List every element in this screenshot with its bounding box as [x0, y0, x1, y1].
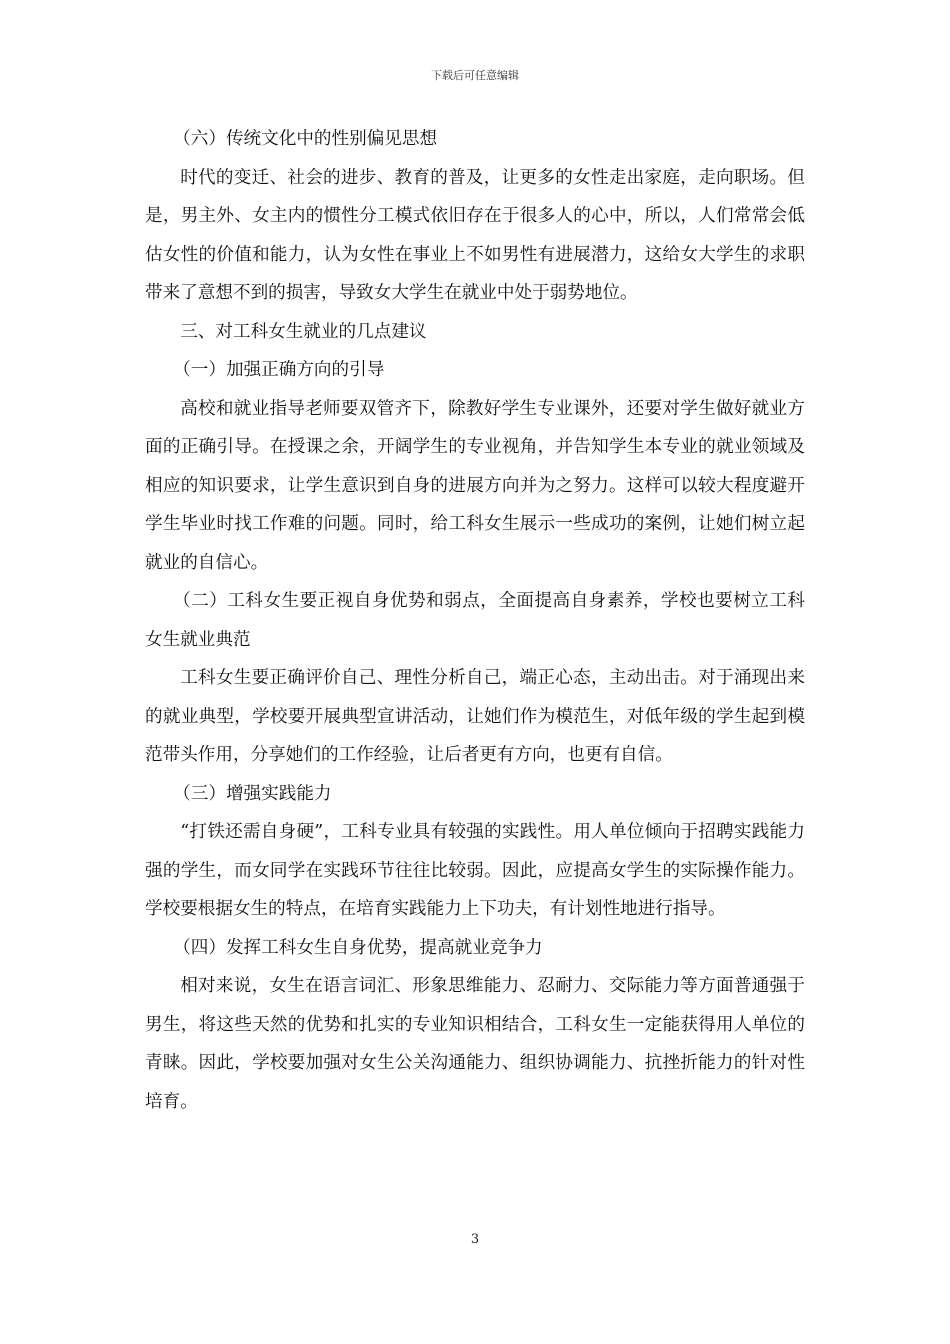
subheading-advantages: （四）发挥工科女生自身优势，提高就业竞争力: [173, 937, 543, 958]
page-header: 下载后可任意编辑: [431, 69, 519, 82]
paragraph-self-awareness: 工科女生要正确评价自己、理性分析自己，端正心态，主动出击。对于涌现出来的就业典型，学校要开展典型宣讲活动，让她们作为模范生，对低年级的学生起到模范带头作用，分享她们的工作经验，让后者更有方向，也更有自信。: [145, 668, 805, 765]
subheading-guidance: （一）加强正确方向的引导: [173, 360, 385, 380]
paragraph-advantages: 相对来说，女生在语言词汇、形象思维能力、忍耐力、交际能力等方面普通强于男生，将这些天然的优势和扎实的专业知识相结合，工科女生一定能获得用人单位的青睐。因此，学校要加强对女生公关沟通能力、组织协调能力、抗挫折能力的针对性培育。: [145, 976, 805, 1112]
paragraph-gender-bias: 时代的变迁、社会的进步、教育的普及，让更多的女性走出家庭，走向职场。但是，男主外、女主内的惯性分工模式依旧存在于很多人的心中，所以，人们常常会低估女性的价值和能力，认为女性在事业上不如男性有进展潜力，这给女大学生的求职带来了意想不到的损害，导致女大学生在就业中处于弱势地位。: [145, 167, 805, 303]
subheading-traditional-culture: （六）传统文化中的性别偏见思想: [173, 129, 438, 149]
subheading-self-awareness: （二）工科女生要正视自身优势和弱点，全面提高自身素养，学校也要树立工科女生就业典范: [145, 591, 805, 650]
subheading-practice: （三）增强实践能力: [173, 783, 332, 804]
paragraph-practice: “打铁还需自身硬”，工科专业具有较强的实践性。用人单位倾向于招聘实践能力强的学生，而女同学在实践环节往往比较弱。因此，应提高女学生的实际操作能力。学校要根据女生的特点，在培育实践能力上下功夫，有计划性地进行指导。: [145, 822, 805, 919]
document-body: [145, 120, 805, 1121]
page-number: 3: [470, 1232, 480, 1247]
section-heading-suggestions: 三、对工科女生就业的几点建议: [180, 321, 427, 342]
paragraph-guidance: 高校和就业指导老师要双管齐下，除教好学生专业课外，还要对学生做好就业方面的正确引导。在授课之余，开阔学生的专业视角，并告知学生本专业的就业领域及相应的知识要求，让学生意识到自身的进展方向并为之努力。这样可以较大程度避开学生毕业时找工作难的问题。同时，给工科女生展示一些成功的案例，让她们树立起就业的自信心。: [145, 398, 805, 573]
